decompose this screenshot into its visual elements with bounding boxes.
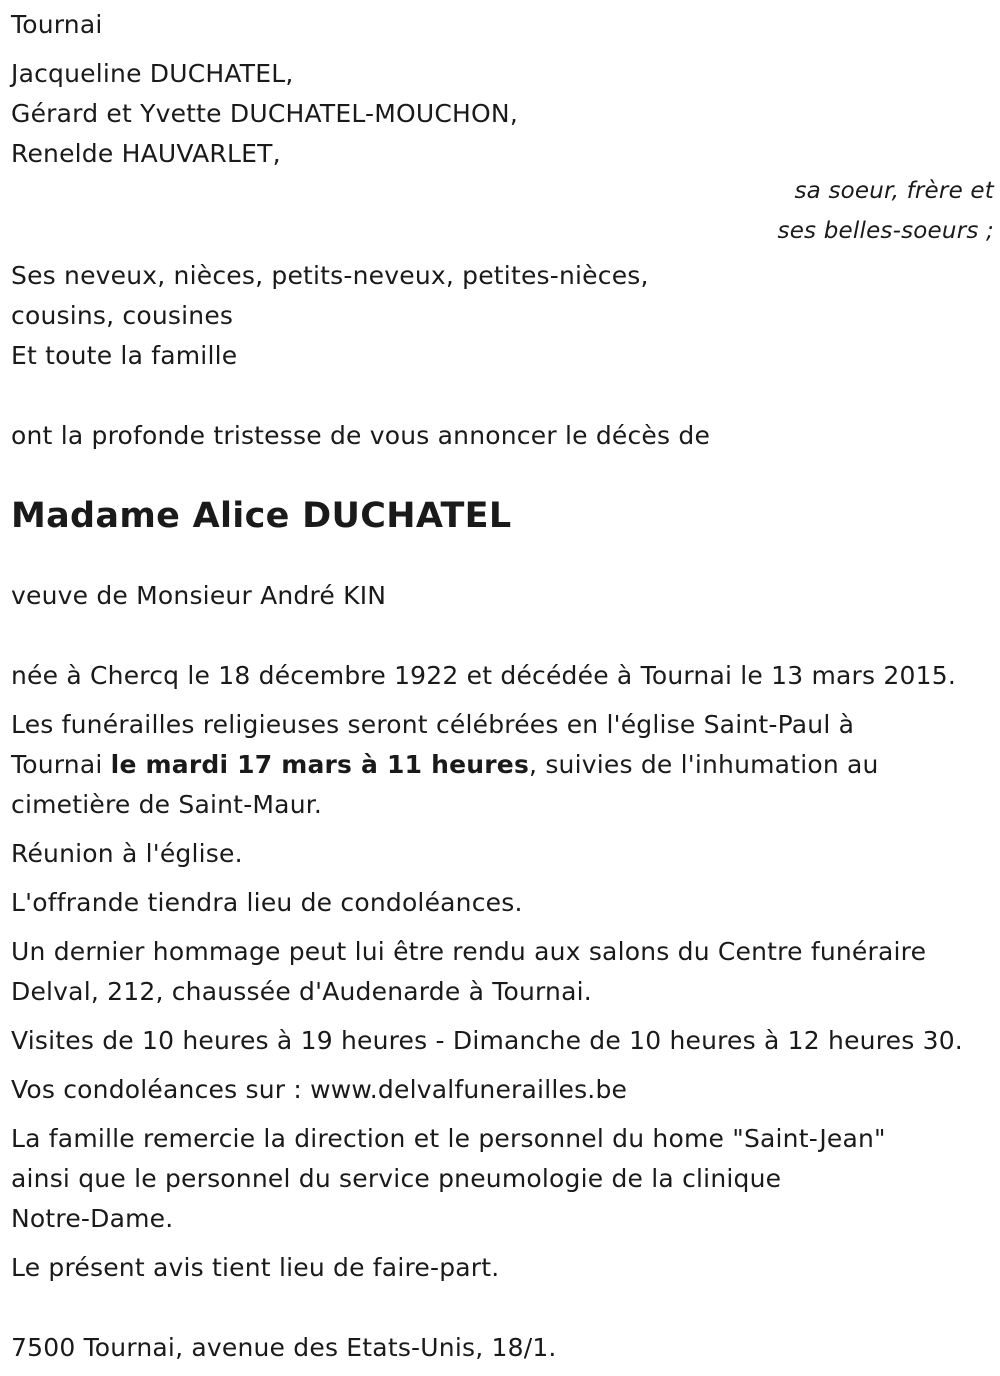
- homage: [11, 932, 996, 1012]
- family-relation: [11, 171, 996, 251]
- visits: Visites de 10 heures à 19 heures - Dimanche de 10 heures à 12 heures 30.: [11, 1026, 963, 1055]
- thanks-line: ainsi que le personnel du service pneumologie de la clinique: [11, 1164, 782, 1193]
- obituary-notice: [11, 5, 996, 1368]
- deceased-name: Madame Alice DUCHATEL: [11, 496, 512, 536]
- birth-death: née à Chercq le 18 décembre 1922 et décédée à Tournai le 13 mars 2015.: [11, 661, 956, 690]
- funeral-line: [11, 745, 996, 785]
- relation-line: sa soeur, frère et: [794, 178, 994, 204]
- homage-line: Delval, 212, chaussée d'Audenarde à Tournai.: [11, 977, 592, 1006]
- funeral-line: Les funérailles religieuses seront célébrées en l'église Saint-Paul à: [11, 710, 855, 739]
- family-block: [11, 54, 996, 251]
- relatives-block: [11, 256, 996, 376]
- relatives-line: cousins, cousines: [11, 301, 234, 330]
- funeral-place: Tournai: [11, 750, 111, 779]
- widow-of: veuve de Monsieur André KIN: [11, 581, 387, 610]
- relatives-line: Ses neveux, nièces, petits-neveux, petites-nièces,: [11, 261, 649, 290]
- family-member: Gérard et Yvette DUCHATEL-MOUCHON,: [11, 99, 518, 128]
- funeral-date: le mardi 17 mars à 11 heures: [110, 750, 530, 779]
- relatives-line: Et toute la famille: [11, 341, 238, 370]
- family-member: Jacqueline DUCHATEL,: [11, 59, 294, 88]
- funeral-line: cimetière de Saint-Maur.: [11, 790, 323, 819]
- relation-line: ses belles-soeurs ;: [777, 218, 994, 244]
- family-member: Renelde HAUVARLET,: [11, 139, 281, 168]
- thanks-line: Notre-Dame.: [11, 1204, 174, 1233]
- location: Tournai: [11, 10, 103, 39]
- thanks: [11, 1119, 996, 1239]
- funeral-burial: , suivies de l'inhumation au: [529, 750, 879, 779]
- offering: L'offrande tiendra lieu de condoléances.: [11, 888, 523, 917]
- announcement: ont la profonde tristesse de vous annoncer le décès de: [11, 421, 711, 450]
- homage-line: Un dernier hommage peut lui être rendu aux salons du Centre funéraire: [11, 937, 927, 966]
- thanks-line: La famille remercie la direction et le personnel du home "Saint-Jean": [11, 1124, 886, 1153]
- funeral-details: [11, 705, 996, 825]
- address: 7500 Tournai, avenue des Etats-Unis, 18/1.: [11, 1333, 557, 1362]
- notice: Le présent avis tient lieu de faire-part.: [11, 1253, 500, 1282]
- meeting: Réunion à l'église.: [11, 839, 243, 868]
- condolences: Vos condoléances sur : www.delvalfunerailles.be: [11, 1075, 628, 1104]
